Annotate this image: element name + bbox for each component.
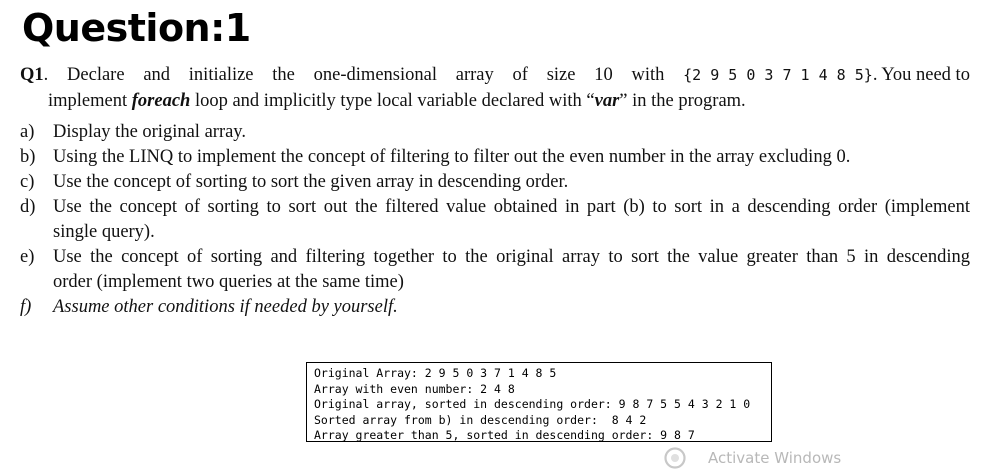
array-literal: {2 9 5 0 3 7 1 4 8 5}	[683, 66, 873, 84]
item-letter: a)	[20, 122, 35, 142]
q1-word: one-dimensional	[313, 65, 437, 85]
item-letter: d)	[20, 197, 36, 217]
list-item	[20, 195, 970, 245]
item-text-line: Use the concept of sorting and filtering together to the original array to sort the value greater than 5 in descending	[53, 247, 970, 267]
q1-word: the	[272, 65, 295, 85]
var-keyword: var	[594, 91, 620, 111]
q1-line2-a: implement	[48, 91, 132, 111]
item-text-block	[53, 195, 970, 245]
array-literal-line	[683, 62, 970, 88]
item-letter: b)	[20, 147, 36, 167]
list-item	[20, 295, 970, 320]
item-text-line: single query).	[53, 222, 155, 242]
question-label: Q1.	[20, 65, 49, 85]
q1-line1-tail: . You need to	[872, 65, 970, 85]
q1-word: size	[546, 65, 576, 85]
windows-logo-icon	[664, 447, 686, 469]
item-text: Use the concept of sorting to sort the given array in descending order.	[53, 172, 569, 192]
console-line: Array greater than 5, sorted in descending order: 9 8 7	[314, 428, 695, 442]
q1-word: 10	[594, 65, 613, 85]
page-title: Question:1	[22, 6, 251, 50]
console-output-box	[306, 362, 772, 442]
console-line: Sorted array from b) in descending order: 8 4 2	[314, 412, 647, 427]
q1-word: initialize	[188, 65, 254, 85]
q1-word: with	[631, 65, 665, 85]
list-item	[20, 120, 970, 145]
item-letter: c)	[20, 172, 35, 192]
list-item	[20, 245, 970, 295]
q1-word: Declare	[67, 65, 125, 85]
q1-line2-c: ” in the program.	[619, 91, 746, 111]
item-letter: e)	[20, 247, 35, 267]
q1-line2-b: loop and implicitly type local variable declared with “	[190, 91, 595, 111]
watermark-text: Activate Windows	[708, 449, 842, 467]
list-item	[20, 170, 970, 195]
sub-question-list	[20, 120, 970, 320]
item-text-block	[53, 245, 970, 295]
q1-word: and	[143, 65, 171, 85]
item-text: Using the LINQ to implement the concept of filtering to filter out the even number in the array excluding 0.	[53, 147, 851, 167]
item-text: Assume other conditions if needed by yourself.	[53, 297, 398, 317]
console-line: Original array, sorted in descending order: 9 8 7 5 5 4 3 2 1 0	[314, 397, 751, 411]
q1-word: array	[455, 65, 494, 85]
item-text-line: Use the concept of sorting to sort out the filtered value obtained in part (b) to sort in a descending order (implement	[53, 197, 970, 217]
console-line: Array with even number: 2 4 8	[314, 381, 515, 396]
item-letter: f)	[20, 297, 32, 317]
list-item	[20, 145, 970, 170]
item-text: Display the original array.	[53, 122, 246, 142]
foreach-keyword: foreach	[131, 91, 191, 111]
item-text-line: order (implement two queries at the same time)	[53, 272, 404, 292]
activate-windows-watermark	[664, 447, 841, 469]
question-q1	[20, 62, 970, 114]
question-line-1	[20, 62, 970, 88]
console-line: Original Array: 2 9 5 0 3 7 1 4 8 5	[314, 366, 557, 380]
question-line-2	[20, 88, 970, 114]
q1-word: of	[512, 65, 528, 85]
